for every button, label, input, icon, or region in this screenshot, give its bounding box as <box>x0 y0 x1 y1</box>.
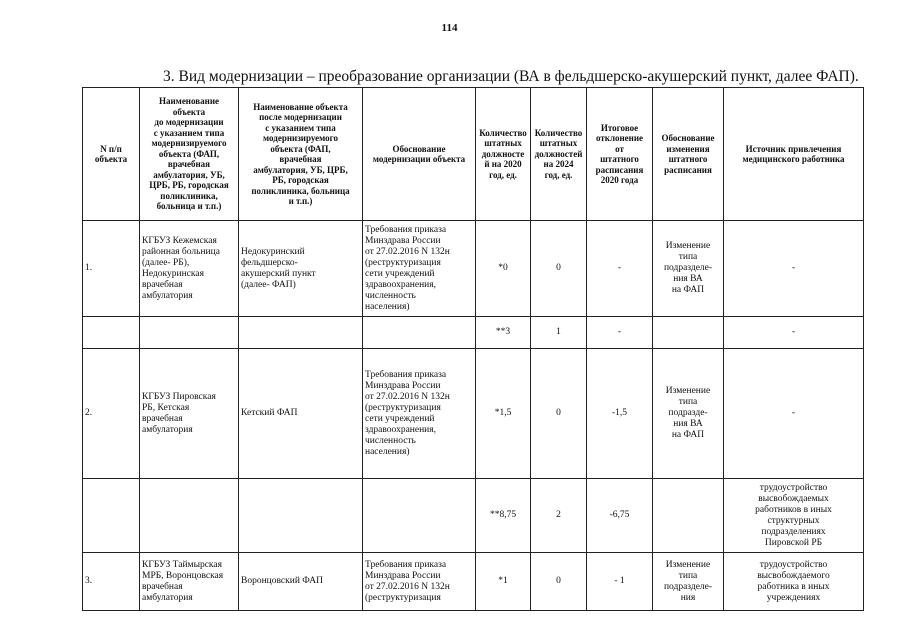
cell-source: трудоустройство высвобождаемых работников в иных структурных подразделениях Пировской РБ <box>724 479 864 553</box>
header-staff-2024: Количество штатных должностей на 2024 год, ед. <box>531 88 587 221</box>
header-justification: Обоснование модернизации объекта <box>363 88 476 221</box>
table-row <box>83 553 864 611</box>
header-row <box>83 88 864 221</box>
cell-staff-justification: Изменение типа подразде- ния ВА на ФАП <box>653 349 724 479</box>
cell-after: Недокуринский фельдшерско- акушерский пункт (далее- ФАП) <box>239 221 363 317</box>
header-source: Источник привлечения медицинского работника <box>724 88 864 221</box>
cell-staff-justification <box>653 317 724 349</box>
table-row <box>83 349 864 479</box>
cell-deviation: -1,5 <box>587 349 653 479</box>
cell-staff-justification: Изменение типа подразделе- ния ВА на ФАП <box>653 221 724 317</box>
table-row <box>83 221 864 317</box>
header-before: Наименование объекта до модернизации с указанием типа модернизируемого объекта (ФАП, врачебная амбулатория, УБ, ЦРБ, РБ, городская поликлиника, больница и т.п.) <box>140 88 239 221</box>
cell-before: КГБУЗ Таймырская МРБ, Воронцовская врачебная амбулатория <box>140 553 239 611</box>
cell-after <box>239 479 363 553</box>
cell-num: 1. <box>83 221 140 317</box>
cell-staff-2024: 1 <box>531 317 587 349</box>
cell-deviation: - 1 <box>587 553 653 611</box>
modernization-table <box>82 87 864 611</box>
cell-source: - <box>724 349 864 479</box>
cell-num <box>83 479 140 553</box>
header-num: N п/п объекта <box>83 88 140 221</box>
cell-justification: Требования приказа Минздрава России от 27.02.2016 N 132н (реструктуризация <box>363 553 476 611</box>
cell-staff-2024: 2 <box>531 479 587 553</box>
cell-staff-2020: *1 <box>476 553 531 611</box>
cell-justification <box>363 317 476 349</box>
cell-justification: Требования приказа Минздрава России от 27.02.2016 N 132н (реструктуризация сети учреждений здравоохранения, численность населения) <box>363 221 476 317</box>
cell-staff-2024: 0 <box>531 221 587 317</box>
cell-before <box>140 317 239 349</box>
cell-num <box>83 317 140 349</box>
section-title: 3. Вид модернизации – преобразование организации (ВА в фельдшерско-акушерский пункт, далее ФАП). <box>163 68 859 85</box>
cell-num: 2. <box>83 349 140 479</box>
cell-staff-2020: *0 <box>476 221 531 317</box>
cell-justification <box>363 479 476 553</box>
cell-deviation: -6,75 <box>587 479 653 553</box>
cell-before: КГБУЗ Кежемская районная больница (далее- РБ), Недокуринская врачебная амбулатория <box>140 221 239 317</box>
cell-staff-2020: **3 <box>476 317 531 349</box>
cell-staff-2020: *1,5 <box>476 349 531 479</box>
cell-after <box>239 317 363 349</box>
cell-num: 3. <box>83 553 140 611</box>
cell-before <box>140 479 239 553</box>
cell-staff-justification: Изменение типа подразделе- ния <box>653 553 724 611</box>
cell-staff-2024: 0 <box>531 349 587 479</box>
cell-after: Кетский ФАП <box>239 349 363 479</box>
header-deviation: Итоговое отклонение от штатного расписания 2020 года <box>587 88 653 221</box>
cell-after: Воронцовский ФАП <box>239 553 363 611</box>
cell-staff-2024: 0 <box>531 553 587 611</box>
header-staff-2020: Количество штатных должносте й на 2020 год, ед. <box>476 88 531 221</box>
table-row <box>83 479 864 553</box>
cell-deviation: - <box>587 221 653 317</box>
header-staff-justification: Обоснование изменения штатного расписания <box>653 88 724 221</box>
cell-source: - <box>724 317 864 349</box>
page-number: 114 <box>441 22 458 34</box>
cell-staff-2020: **8,75 <box>476 479 531 553</box>
cell-deviation: - <box>587 317 653 349</box>
cell-staff-justification <box>653 479 724 553</box>
cell-source: трудоустройство высвобождаемого работника в иных учреждениях <box>724 553 864 611</box>
header-after: Наименование объекта после модернизации с указанием типа модернизируемого объекта (ФАП, врачебная амбулатория, УБ, ЦРБ, РБ, городская поликлиника, больница и т.п.) <box>239 88 363 221</box>
table-row <box>83 317 864 349</box>
cell-justification: Требования приказа Минздрава России от 27.02.2016 N 132н (реструктуризация сети учреждений здравоохранения, численность населения) <box>363 349 476 479</box>
cell-source: - <box>724 221 864 317</box>
cell-before: КГБУЗ Пировская РБ, Кетская врачебная амбулатория <box>140 349 239 479</box>
